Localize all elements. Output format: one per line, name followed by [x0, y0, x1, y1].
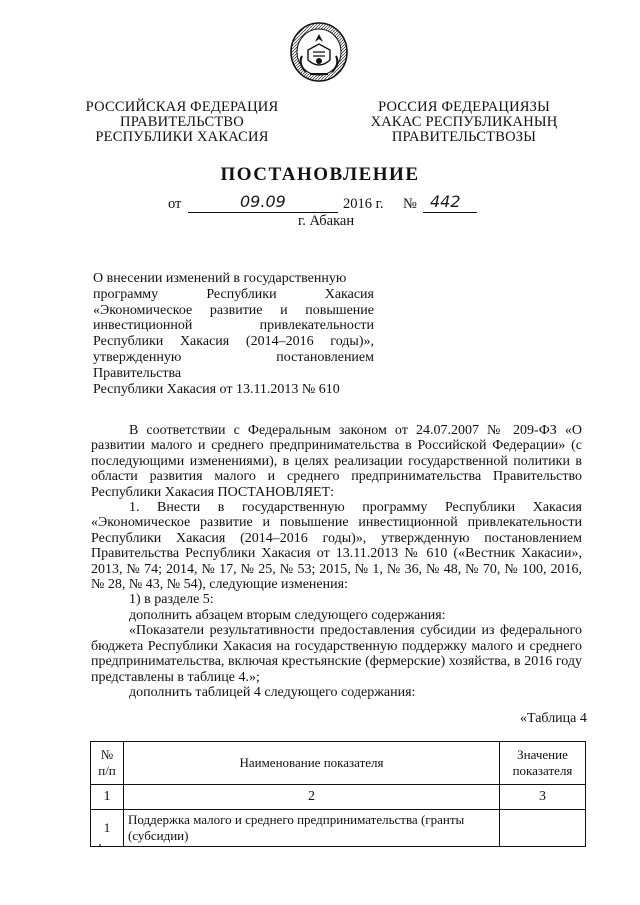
- table-cell: [500, 810, 586, 847]
- issuer-line: РОССИЯ ФЕДЕРАЦИЯЗЫ: [378, 99, 550, 115]
- subject-line: «Экономическое развитие и повышение: [93, 302, 374, 318]
- indicators-table: [90, 741, 586, 847]
- issuer-line: РОССИЙСКАЯ ФЕДЕРАЦИЯ: [85, 99, 279, 115]
- number-sign: №: [403, 196, 417, 212]
- issuer-line: ПРАВИТЕЛЬСТВО: [120, 114, 244, 130]
- issuer-line: ХАКАС РЕСПУБЛИКАНЫҢ: [370, 114, 558, 130]
- subject-line: О внесении изменений в государственную: [93, 271, 347, 286]
- issuer-line: РЕСПУБЛИКИ ХАКАСИЯ: [95, 129, 269, 145]
- scan-speck: [99, 844, 101, 846]
- resolution-subject: [93, 271, 374, 397]
- document-title: ПОСТАНОВЛЕНИЕ: [220, 164, 420, 185]
- issuer-block-russian: [84, 100, 280, 145]
- body-paragraph: дополнить таблицей 4 следующего содержания:: [129, 684, 416, 700]
- place-of-issue: г. Абакан: [298, 213, 355, 229]
- body-paragraph: «Показатели результативности предоставления субсидии из федерального бюджета Республики Хакасия на государственную поддержку малого и среднего предпринимательства, включая крестьянские (фермерские) хозяйства, в 2016 году представлены в таблице 4.»;: [91, 623, 582, 685]
- subject-line: Республики Хакасия от 13.11.2013 № 610: [93, 381, 340, 397]
- table-caption: «Таблица 4: [520, 711, 587, 726]
- body-paragraph: 1) в разделе 5:: [129, 592, 214, 608]
- subject-line: Республики Хакасия (2014–2016 годы)»,: [93, 334, 374, 350]
- date-prefix: от: [168, 196, 182, 212]
- coat-of-arms-icon: [288, 20, 350, 84]
- handwritten-number: 442: [430, 192, 461, 211]
- subject-line: программу Республики Хакасия: [93, 286, 374, 302]
- issuer-line: ПРАВИТЕЛЬСТВОЗЫ: [391, 129, 537, 145]
- table-header-row: [91, 742, 586, 785]
- subject-line: утвержденную постановлением Правительства: [93, 349, 374, 381]
- body-paragraph: В соответствии с Федеральным законом от 24.07.2007 № 209-ФЗ «О развитии малого и среднего предпринимательства в Российской Федерации» (с последующими изменениями), в целях реализации государственной политики в области развития малого и среднего предпринимательства Правительство Республики Хакасия ПОСТАНОВЛЯЕТ:: [91, 423, 582, 500]
- subject-line: инвестиционной привлекательности: [93, 318, 374, 334]
- column-header: Значение показателя: [500, 742, 586, 785]
- resolution-body: [91, 423, 582, 700]
- date-year: 2016 г.: [343, 196, 384, 212]
- table-cell: Поддержка малого и среднего предпринимательства (гранты (субсидии): [124, 810, 500, 847]
- number-underline: [423, 212, 477, 213]
- table-cell: 1: [91, 810, 124, 847]
- column-header: Наименование показателя: [124, 742, 500, 785]
- issuer-block-khakas: [366, 100, 562, 145]
- body-paragraph: дополнить абзацем вторым следующего содержания:: [129, 607, 446, 623]
- table-cell: 1: [91, 785, 124, 810]
- table-row: [91, 810, 586, 847]
- column-header: № п/п: [91, 742, 124, 785]
- handwritten-date: 09.09: [240, 192, 286, 211]
- body-paragraph: 1. Внести в государственную программу Республики Хакасия «Экономическое развитие и повышение инвестиционной привлекательности Республики Хакасия (2014–2016 годы)», утвержденную постановлением Правительства Республики Хакасия от 13.11.2013 № 610 («Вестник Хакасии», 2013, № 74; 2014, № 17, № 25, № 53; 2015, № 1, № 36, № 48, № 70, № 100, 2016, № 28, № 43, № 54), следующие изменения:: [91, 500, 582, 593]
- table-numbering-row: [91, 785, 586, 810]
- table-cell: 2: [124, 785, 500, 810]
- table-cell: 3: [500, 785, 586, 810]
